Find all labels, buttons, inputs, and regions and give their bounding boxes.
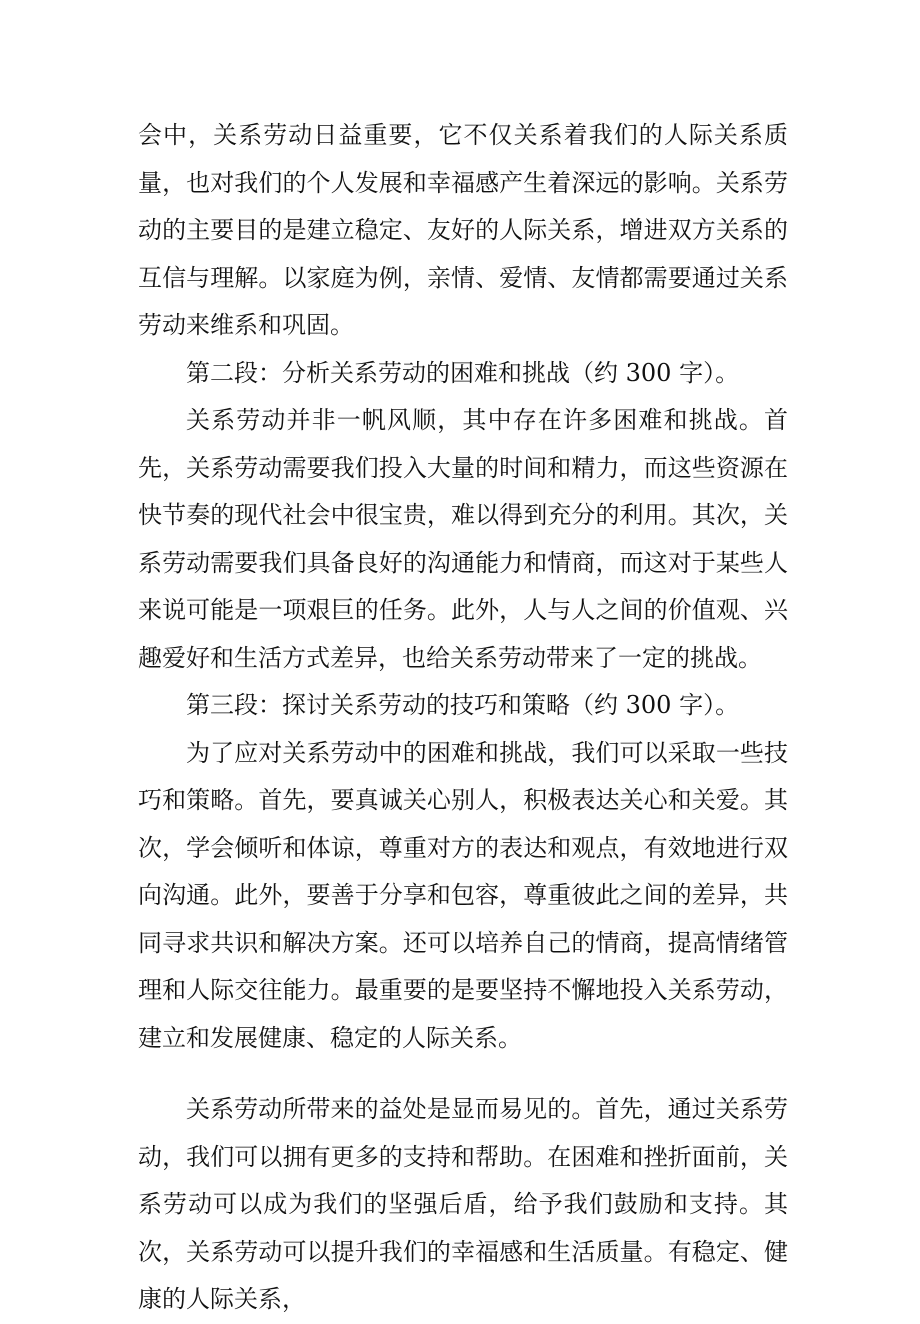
section-heading-third: 第三段：探讨关系劳动的技巧和策略（约 300 字）。: [186, 691, 740, 719]
paragraph-benefits: 关系劳动所带来的益处是显而易见的。首先，通过关系劳动，我们可以拥有更多的支持和帮助。在困难和挫折面前，关系劳动可以成为我们的坚强后盾，给予我们鼓励和支持。其次，关系劳动可以提升我们的幸福感和生活质量。有稳定、健康的人际关系，: [138, 1095, 788, 1313]
section-heading-second: 第二段：分析关系劳动的困难和挑战（约 300 字）。: [186, 358, 740, 387]
document-body: [138, 112, 788, 1324]
paragraph-difficulties: 关系劳动并非一帆风顺，其中存在许多困难和挑战。首先，关系劳动需要我们投入大量的时间和精力，而这些资源在快节奏的现代社会中很宝贵，难以得到充分的利用。其次，关系劳动需要我们具备良好的沟通能力和情商，而这对于某些人来说可能是一项艰巨的任务。此外，人与人之间的价值观、兴趣爱好和生活方式差异，也给关系劳动带来了一定的挑战。: [138, 406, 788, 672]
paragraph-strategies: 为了应对关系劳动中的困难和挑战，我们可以采取一些技巧和策略。首先，要真诚关心别人，积极表达关心和关爱。其次，学会倾听和体谅，尊重对方的表达和观点，有效地进行双向沟通。此外，要善于分享和包容，尊重彼此之间的差异，共同寻求共识和解决方案。还可以培养自己的情商，提高情绪管理和人际交往能力。最重要的是要坚持不懈地投入关系劳动，建立和发展健康、稳定的人际关系。: [138, 738, 788, 1052]
paragraph-intro-continuation: 会中，关系劳动日益重要，它不仅关系着我们的人际关系质量，也对我们的个人发展和幸福感产生着深远的影响。关系劳动的主要目的是建立稳定、友好的人际关系，增进双方关系的互信与理解。以家庭为例，亲情、爱情、友情都需要通过关系劳动来维系和巩固。: [138, 121, 788, 339]
